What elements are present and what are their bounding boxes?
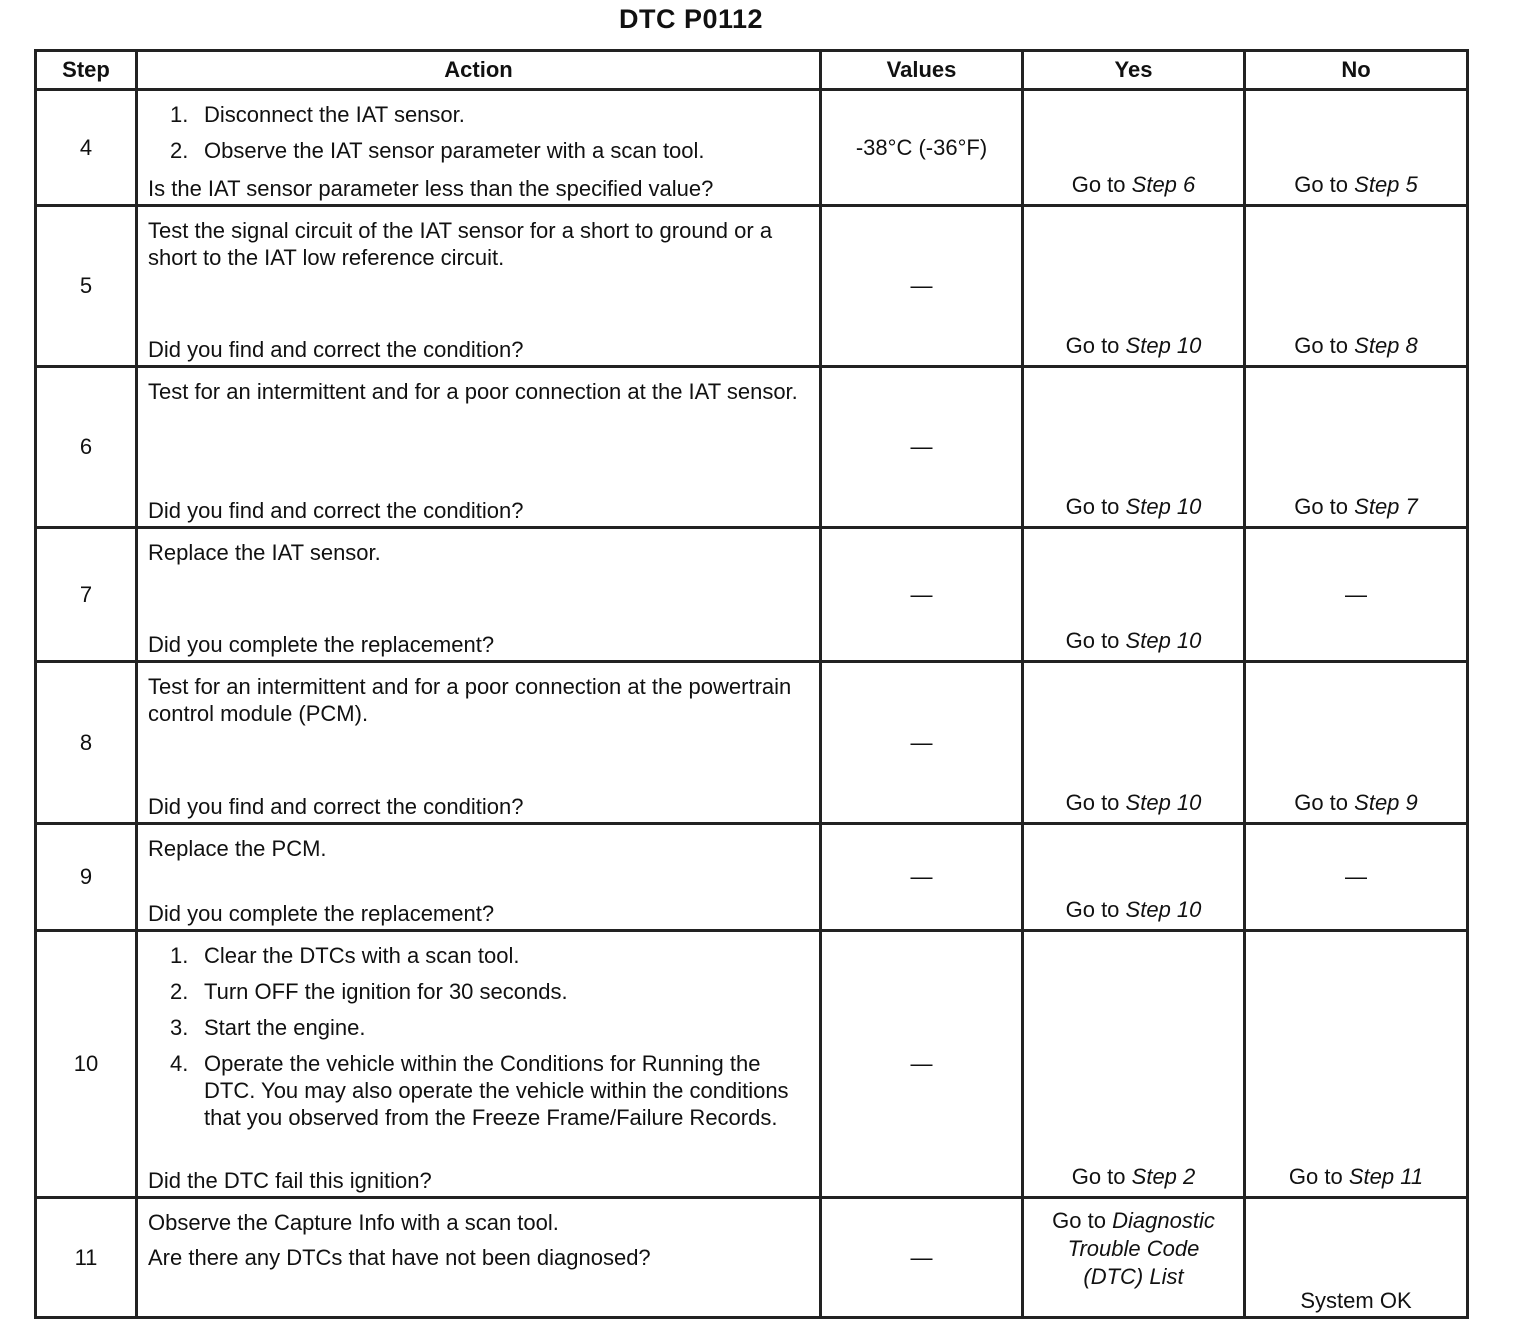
yes-cell: Go to Step 6 <box>1023 90 1245 206</box>
yes-cell: Go to Step 10 <box>1023 367 1245 528</box>
action-question: Did you find and correct the condition? <box>148 794 524 819</box>
no-link[interactable]: Step 9 <box>1354 790 1418 815</box>
action-item: 3. Start the engine. <box>170 1015 366 1040</box>
value-cell: — <box>821 206 1023 367</box>
action-text: Test for an intermittent and for a poor connection at the powertrain control module (PCM). <box>148 674 792 726</box>
no-cell: System OK <box>1245 1198 1468 1318</box>
yes-link[interactable]: Step 10 <box>1125 790 1202 815</box>
step-number: 10 <box>36 931 137 1198</box>
value-cell: — <box>821 367 1023 528</box>
step-number: 9 <box>36 824 137 931</box>
step-number: 6 <box>36 367 137 528</box>
header-step: Step <box>36 51 137 90</box>
table-row <box>36 528 1468 662</box>
action-cell <box>137 824 821 931</box>
diagnostic-table <box>34 49 1469 1319</box>
header-action: Action <box>137 51 821 90</box>
yes-cell: Go to Step 2 <box>1023 931 1245 1198</box>
yes-cell: Go to Step 10 <box>1023 824 1245 931</box>
no-link[interactable]: Step 7 <box>1354 494 1418 519</box>
yes-cell: Go to Step 10 <box>1023 662 1245 824</box>
no-cell: Go to Step 7 <box>1245 367 1468 528</box>
action-cell <box>137 1198 821 1318</box>
value-cell: — <box>821 528 1023 662</box>
no-cell: Go to Step 9 <box>1245 662 1468 824</box>
table-row <box>36 206 1468 367</box>
action-item: 1. Clear the DTCs with a scan tool. <box>170 943 520 968</box>
table-row <box>36 367 1468 528</box>
value-cell: -38°C (-36°F) <box>821 90 1023 206</box>
table-row <box>36 824 1468 931</box>
action-question: Did you find and correct the condition? <box>148 337 524 362</box>
action-text: Observe the Capture Info with a scan tool. <box>148 1210 559 1235</box>
action-item: 1. Disconnect the IAT sensor. <box>170 102 465 127</box>
yes-cell: Go to Step 10 <box>1023 206 1245 367</box>
yes-link[interactable]: Step 10 <box>1125 897 1202 922</box>
yes-link[interactable]: Step 10 <box>1125 333 1202 358</box>
action-cell <box>137 206 821 367</box>
table-row <box>36 1198 1468 1318</box>
no-link[interactable]: Step 11 <box>1348 1164 1424 1189</box>
action-question: Are there any DTCs that have not been diagnosed? <box>148 1245 651 1270</box>
value-cell: — <box>821 1198 1023 1318</box>
value-cell: — <box>821 824 1023 931</box>
action-question: Is the IAT sensor parameter less than the specified value? <box>148 176 714 201</box>
table-row <box>36 931 1468 1198</box>
yes-link[interactable]: Step 10 <box>1125 494 1202 519</box>
value-cell: — <box>821 931 1023 1198</box>
action-text: Test the signal circuit of the IAT sensor for a short to ground or a short to the IAT low reference circuit. <box>148 218 773 270</box>
action-cell <box>137 528 821 662</box>
action-text: Replace the IAT sensor. <box>148 540 381 565</box>
action-cell <box>137 90 821 206</box>
no-cell: Go to Step 11 <box>1245 931 1468 1198</box>
action-text: Replace the PCM. <box>148 836 327 861</box>
yes-link[interactable]: Step 6 <box>1131 172 1196 197</box>
action-item: 2. Observe the IAT sensor parameter with a scan tool. <box>170 138 705 163</box>
value-cell: — <box>821 662 1023 824</box>
action-question: Did you complete the replacement? <box>148 901 495 926</box>
yes-link[interactable]: Step 2 <box>1131 1164 1196 1189</box>
action-item: 2. Turn OFF the ignition for 30 seconds. <box>170 979 568 1004</box>
action-cell <box>137 662 821 824</box>
action-text: Test for an intermittent and for a poor connection at the IAT sensor. <box>148 379 798 404</box>
action-question: Did you complete the replacement? <box>148 632 495 657</box>
no-cell: — <box>1245 824 1468 931</box>
no-cell: Go to Step 5 <box>1245 90 1468 206</box>
yes-link[interactable]: Diagnostic Trouble Code (DTC) List <box>1067 1208 1215 1289</box>
table-row <box>36 90 1468 206</box>
table-row <box>36 662 1468 824</box>
header-values: Values <box>821 51 1023 90</box>
step-number: 7 <box>36 528 137 662</box>
header-no: No <box>1245 51 1468 90</box>
no-link[interactable]: Step 8 <box>1354 333 1418 358</box>
page-title: DTC P0112 <box>618 4 764 34</box>
action-question: Did the DTC fail this ignition? <box>148 1168 432 1193</box>
step-number: 11 <box>36 1198 137 1318</box>
header-yes: Yes <box>1023 51 1245 90</box>
action-item: 4. Operate the vehicle within the Conditions for Running the DTC. You may also operate the vehicle within the conditions that you observed from the Freeze Frame/Failure Records. <box>170 1051 789 1130</box>
yes-link[interactable]: Step 10 <box>1125 628 1202 653</box>
no-link[interactable]: Step 5 <box>1354 172 1418 197</box>
action-cell <box>137 367 821 528</box>
yes-cell: Go to Diagnostic Trouble Code (DTC) List <box>1023 1198 1245 1318</box>
step-number: 8 <box>36 662 137 824</box>
no-cell: — <box>1245 528 1468 662</box>
step-number: 5 <box>36 206 137 367</box>
action-question: Did you find and correct the condition? <box>148 498 524 523</box>
no-cell: Go to Step 8 <box>1245 206 1468 367</box>
action-cell <box>137 931 821 1198</box>
yes-cell: Go to Step 10 <box>1023 528 1245 662</box>
step-number: 4 <box>36 90 137 206</box>
table-header-row <box>36 51 1468 90</box>
